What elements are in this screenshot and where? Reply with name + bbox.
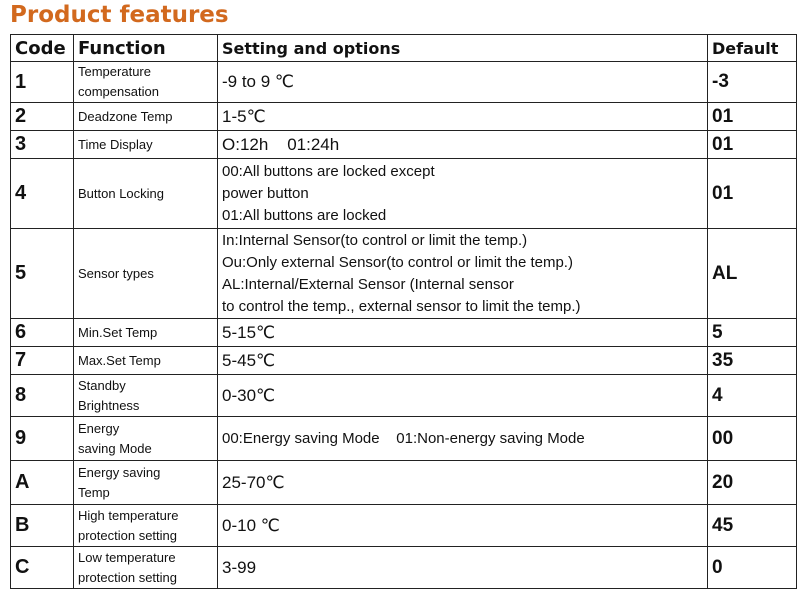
function-line: Brightness — [78, 397, 140, 413]
cell-function — [74, 347, 218, 375]
setting-line: AL:Internal/External Sensor (Internal sensor — [222, 275, 514, 293]
function-line: Temp — [78, 484, 110, 500]
function-line: Button Locking — [78, 185, 165, 201]
cell-code: 2 — [11, 103, 74, 131]
cell-code: 9 — [11, 417, 74, 461]
cell-setting — [218, 229, 708, 319]
cell-code: A — [11, 461, 74, 505]
cell-code: 1 — [11, 62, 74, 103]
cell-default: 01 — [708, 131, 797, 159]
setting-line: 5-45℃ — [222, 350, 276, 370]
table-row — [11, 319, 797, 347]
cell-setting — [218, 547, 708, 589]
cell-function — [74, 461, 218, 505]
setting-line: 0-30℃ — [222, 385, 276, 405]
cell-function — [74, 319, 218, 347]
table-row — [11, 131, 797, 159]
cell-code: 6 — [11, 319, 74, 347]
cell-function — [74, 103, 218, 131]
header-function: Function — [74, 35, 218, 62]
function-line: Standby — [78, 377, 126, 393]
cell-function — [74, 417, 218, 461]
function-line: protection setting — [78, 569, 178, 585]
table-row — [11, 417, 797, 461]
table-row — [11, 229, 797, 319]
cell-function — [74, 131, 218, 159]
function-line: Energy saving — [78, 464, 161, 480]
function-line: Low temperature — [78, 549, 176, 565]
cell-code: B — [11, 505, 74, 547]
cell-default: 0 — [708, 547, 797, 589]
function-line: Deadzone Temp — [78, 108, 173, 124]
function-line: High temperature — [78, 507, 179, 523]
cell-function — [74, 229, 218, 319]
setting-line: 5-15℃ — [222, 322, 276, 342]
setting-line: In:Internal Sensor(to control or limit the temp.) — [222, 231, 528, 249]
table-row — [11, 375, 797, 417]
table-row — [11, 62, 797, 103]
setting-line: 0-10 ℃ — [222, 515, 280, 535]
cell-setting — [218, 375, 708, 417]
table-row — [11, 103, 797, 131]
cell-function — [74, 62, 218, 103]
function-line: Sensor types — [78, 265, 154, 281]
cell-default: AL — [708, 229, 797, 319]
cell-setting — [218, 319, 708, 347]
setting-line: 00:All buttons are locked except — [222, 162, 435, 180]
cell-default: 20 — [708, 461, 797, 505]
page-title: Product features — [10, 2, 229, 28]
cell-default: 01 — [708, 103, 797, 131]
function-line: Min.Set Temp — [78, 324, 158, 340]
setting-line: 00:Energy saving Mode 01:Non-energy saving Mode — [222, 429, 585, 447]
cell-function — [74, 159, 218, 229]
table-row — [11, 159, 797, 229]
header-setting: Setting and options — [218, 35, 708, 62]
setting-line: -9 to 9 ℃ — [222, 72, 295, 91]
cell-default: 5 — [708, 319, 797, 347]
cell-setting — [218, 131, 708, 159]
cell-setting — [218, 347, 708, 375]
cell-setting — [218, 505, 708, 547]
cell-function — [74, 547, 218, 589]
cell-default: 01 — [708, 159, 797, 229]
cell-setting — [218, 62, 708, 103]
cell-code: 8 — [11, 375, 74, 417]
cell-setting — [218, 103, 708, 131]
setting-line: power button — [222, 184, 309, 202]
header-default: Default — [708, 35, 797, 62]
setting-line: O:12h 01:24h — [222, 134, 340, 154]
table-row — [11, 547, 797, 589]
function-line: Energy — [78, 420, 120, 436]
setting-line: to control the temp., external sensor to limit the temp.) — [222, 297, 581, 315]
table-row — [11, 505, 797, 547]
function-line: protection setting — [78, 527, 178, 543]
table-row — [11, 461, 797, 505]
cell-default: 45 — [708, 505, 797, 547]
setting-line: 01:All buttons are locked — [222, 206, 387, 224]
cell-setting — [218, 461, 708, 505]
function-line: compensation — [78, 84, 159, 99]
function-line: Temperature — [78, 64, 151, 79]
cell-code: 4 — [11, 159, 74, 229]
setting-line: 1-5℃ — [222, 106, 266, 126]
cell-default: -3 — [708, 62, 797, 103]
cell-default: 35 — [708, 347, 797, 375]
function-line: Max.Set Temp — [78, 352, 161, 368]
product-features-table — [10, 34, 797, 589]
table-header-row — [11, 35, 797, 62]
cell-default: 00 — [708, 417, 797, 461]
setting-line: 25-70℃ — [222, 472, 285, 492]
function-line: Time Display — [78, 136, 153, 152]
cell-setting — [218, 159, 708, 229]
cell-function — [74, 375, 218, 417]
cell-code: C — [11, 547, 74, 589]
cell-function — [74, 505, 218, 547]
setting-line: Ou:Only external Sensor(to control or limit the temp.) — [222, 253, 573, 271]
header-code: Code — [11, 35, 74, 62]
cell-code: 3 — [11, 131, 74, 159]
function-line: saving Mode — [78, 440, 152, 456]
cell-setting — [218, 417, 708, 461]
setting-line: 3-99 — [222, 557, 257, 577]
cell-code: 5 — [11, 229, 74, 319]
cell-default: 4 — [708, 375, 797, 417]
cell-code: 7 — [11, 347, 74, 375]
table-row — [11, 347, 797, 375]
